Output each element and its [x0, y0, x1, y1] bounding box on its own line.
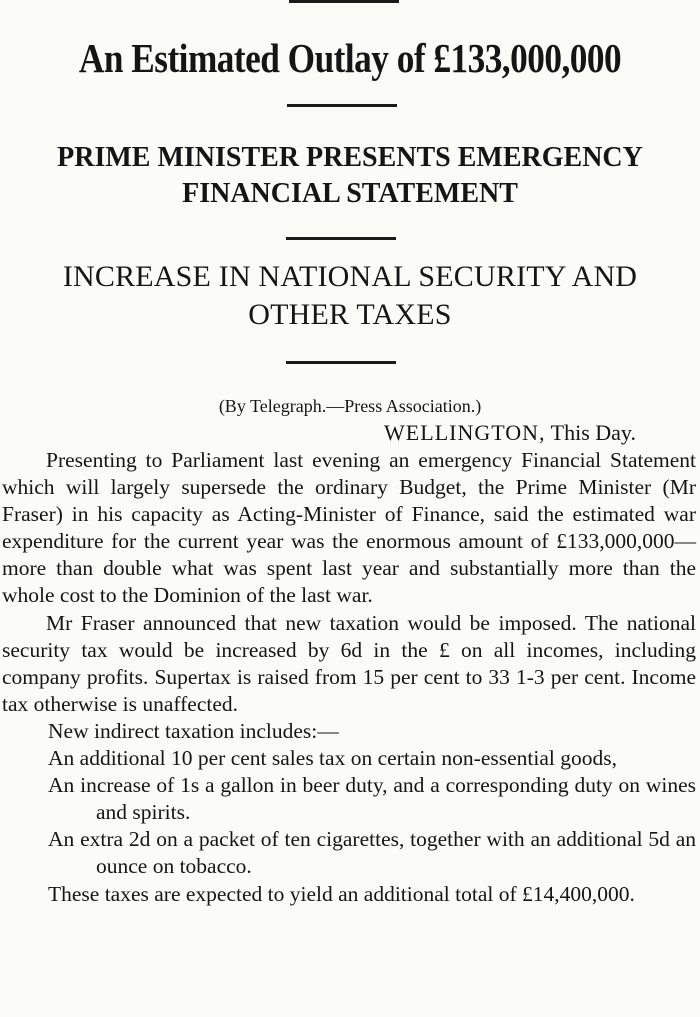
deck-rule: [286, 361, 396, 364]
article-paragraph: Mr Fraser announced that new taxation would be imposed. The national security tax would be increased by 6d in the £ on all incomes, including company profits. Supertax is raised from 15 per cent to 33 1-3 per cent. Income tax otherwise is unaffected.: [2, 610, 696, 716]
closing-paragraph: These taxes are expected to yield an additional total of £14,400,000.: [48, 881, 635, 906]
subheadline-rule: [286, 237, 396, 240]
subheadline-line: PRIME MINISTER PRESENTS EMERGENCY: [57, 142, 643, 173]
dateline-place: WELLINGTON,: [384, 420, 546, 445]
list-item: An additional 10 per cent sales tax on certain non-essential goods,: [48, 746, 617, 771]
headline: An Estimated Outlay of £133,000,000: [78, 35, 622, 81]
list-item: An extra 2d on a packet of ten cigarettes, together with an additional 5d an ounce on tobacco.: [48, 827, 696, 879]
list-item: An increase of 1s a gallon in beer duty, and a corresponding duty on wines and spirits.: [48, 773, 696, 825]
article-body: [2, 447, 696, 908]
list-intro: New indirect taxation includes:—: [48, 718, 339, 743]
headline-rule: [287, 104, 397, 107]
subheadline-line: FINANCIAL STATEMENT: [182, 178, 518, 209]
dateline: [384, 420, 636, 446]
deck-line: INCREASE IN NATIONAL SECURITY AND: [62, 260, 638, 293]
deck-line: OTHER TAXES: [248, 298, 452, 331]
byline: (By Telegraph.—Press Association.): [218, 396, 482, 416]
deck: [0, 258, 700, 334]
subheadline: [0, 140, 700, 212]
top-rule: [289, 0, 399, 3]
dateline-time: This Day.: [550, 420, 636, 445]
article-paragraph: Presenting to Parliament last evening an emergency Financial Statement which will largely supersede the ordinary Budget, the Prime Minister (Mr Fraser) in his capacity as Acting-Minister of Finance, said the estimated war expenditure for the current year was the enormous amount of £133,000,000—more than double what was spent last year and substantially more than the whole cost to the Dominion of the last war.: [2, 448, 696, 608]
